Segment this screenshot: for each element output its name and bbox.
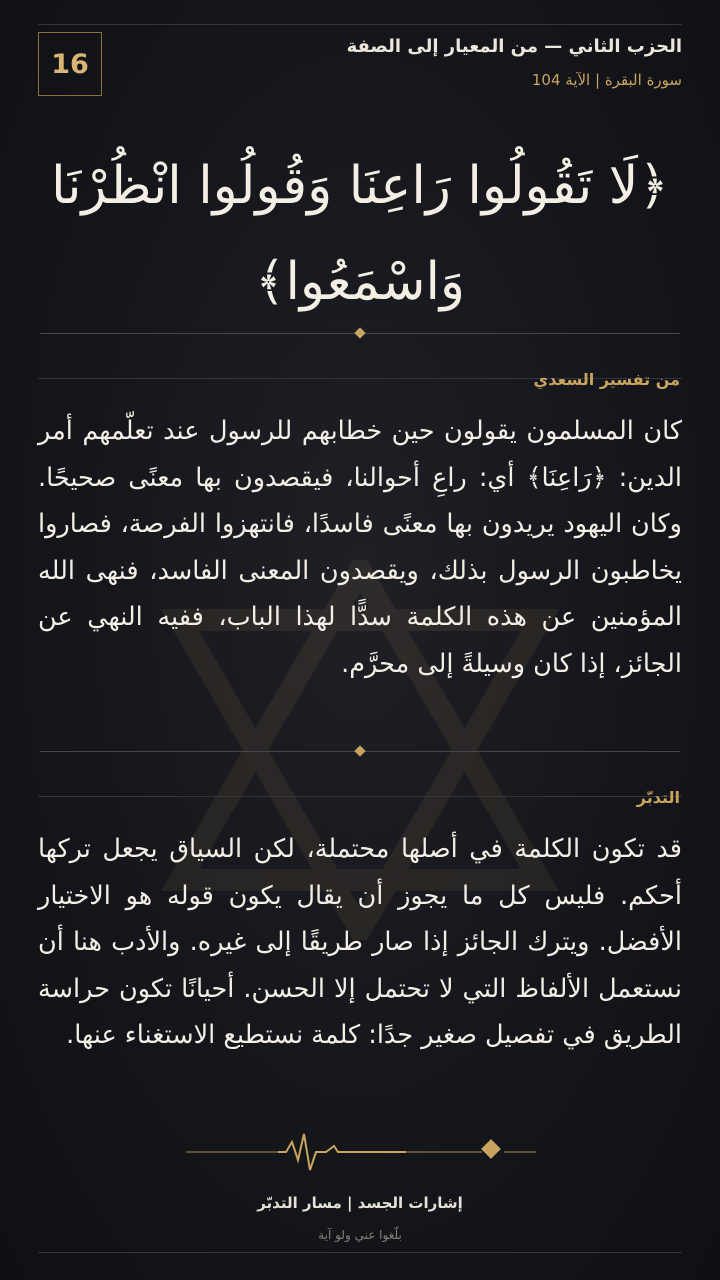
tadabbur-text: قد تكون الكلمة في أصلها محتملة، لكن السياق يجعل تركها أحكم. فليس كل ما يجوز أن يقال يكون قوله هو الاختيار الأفضل. ويترك الجائز إذا صار طريقًا إلى غيره. والأدب هنا أن نستعمل الألفاظ التي لا تحتمل إلا الحسن. أحيانًا تكون حراسة الطريق في تفصيل صغير جدًا: كلمة نستطيع الاستغناء عنها. xyxy=(38,834,682,1050)
verse-divider xyxy=(40,326,680,342)
tadabbur-top-line xyxy=(38,796,682,797)
verse-text: ﴿لَا تَقُولُوا رَاعِنَا وَقُولُوا انْظُرْنَا وَاسْمَعُوا﴾ xyxy=(51,156,669,312)
tafsir-text: كان المسلمون يقولون حين خطابهم للرسول عند تعلّمهم أمر الدين: ﴿رَاعِنَا﴾ أي: راعِ أحوالنا، فيقصدون بها معنًى صحيحًا. وكان اليهود يريدون بها معنًى فاسدًا، فانتهزوا الفرصة، فصاروا يخاطبون الرسول بذلك، ويقصدون المعنى الفاسد، فنهى الله المؤمنين عن هذه الكلمة سدًّا لهذا الباب، ففيه النهي عن الجائز، إذا كان وسيلةً إلى محرَّم. xyxy=(38,416,682,679)
header-text xyxy=(347,36,682,89)
tadabbur-label: التدبّر xyxy=(636,788,680,807)
diamond-ornament-icon xyxy=(354,327,365,338)
tafsir-label: من تفسير السعدي xyxy=(533,370,680,389)
heartbeat-ornament-icon xyxy=(186,1130,536,1174)
footer-tagline: بلّغوا عني ولو آية xyxy=(318,1228,402,1242)
page-number-badge: 16 xyxy=(38,32,102,96)
top-frame-line xyxy=(38,24,682,25)
header xyxy=(38,32,682,102)
bottom-frame-line xyxy=(38,1252,682,1253)
surah-reference: سورة البقرة | الآية 104 xyxy=(531,71,682,89)
tafsir-divider xyxy=(40,744,680,760)
diamond-ornament-icon xyxy=(354,745,365,756)
footer-title: إشارات الجسد | مسار التدبّر xyxy=(257,1194,463,1212)
chapter-title: الحزب الثاني — من المعيار إلى الصفة xyxy=(346,36,682,57)
